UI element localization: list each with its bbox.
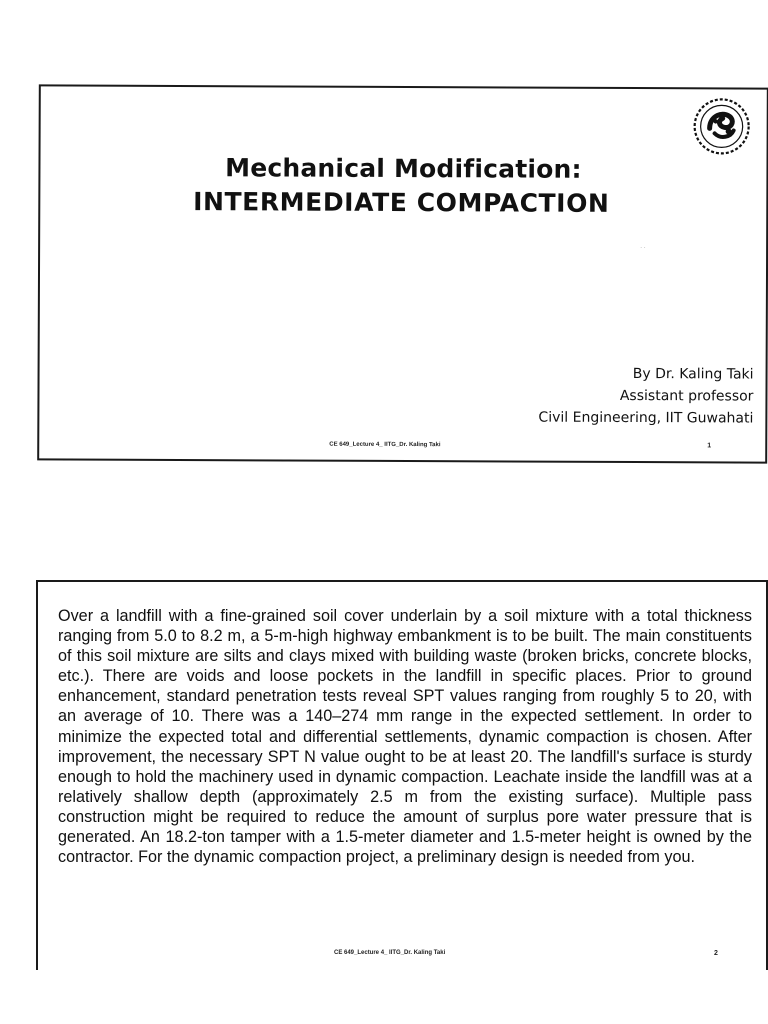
slide-title-line-2: INTERMEDIATE COMPACTION (193, 187, 610, 218)
author-position: Assistant professor (619, 387, 754, 405)
slide-page-number: 2 (714, 950, 718, 957)
problem-statement: Over a landfill with a fine-grained soil cover underlain by a soil mixture with a total thickness ranging from 5.0 to 8.2 m, a 5-m-high highway embankment is to be built. The main constituents of this soil mixture are silts and clays mixed with building waste (broken bricks, concrete blocks, etc.). There are voids and loose pockets in the landfill in specific places. Prior to ground enhancement, standard penetration tests reveal SPT values ranging from roughly 5 to 20, with an average of 10. There was a 140–274 mm range in the expected settlement. In order to minimize the expected total and differential settlements, dynamic compaction is chosen. After improvement, the necessary SPT N value ought to be at least 20. The landfill's surface is sturdy enough to hold the machinery used in dynamic compaction. Leachate inside the landfill was at a relatively shallow depth (approximately 2.5 m from the existing surface). Multiple pass construction might be required to reduce the amount of surplus pore water pressure that is generated. An 18.2-ton tamper with a 1.5-meter diameter and 1.5-meter height is owned by the contractor. For the dynamic compaction project, a preliminary design is needed from you. (58, 607, 752, 867)
slide-title (37, 84, 768, 463)
slide-title-line-1: Mechanical Modification: (225, 153, 582, 184)
author-department: Civil Engineering, IIT Guwahati (538, 409, 754, 427)
scan-speck: · · (640, 245, 646, 252)
slide-problem (36, 580, 768, 970)
slide-footer: CE 649_Lecture 4_ IITG_Dr. Kaling Taki (329, 441, 441, 449)
slide-footer: CE 649_Lecture 4_ IITG_Dr. Kaling Taki (334, 950, 446, 956)
author-name: By Dr. Kaling Taki (632, 366, 754, 383)
slide-page-number: 1 (707, 442, 712, 450)
iit-guwahati-logo-icon (691, 95, 753, 157)
author-block (538, 363, 753, 430)
